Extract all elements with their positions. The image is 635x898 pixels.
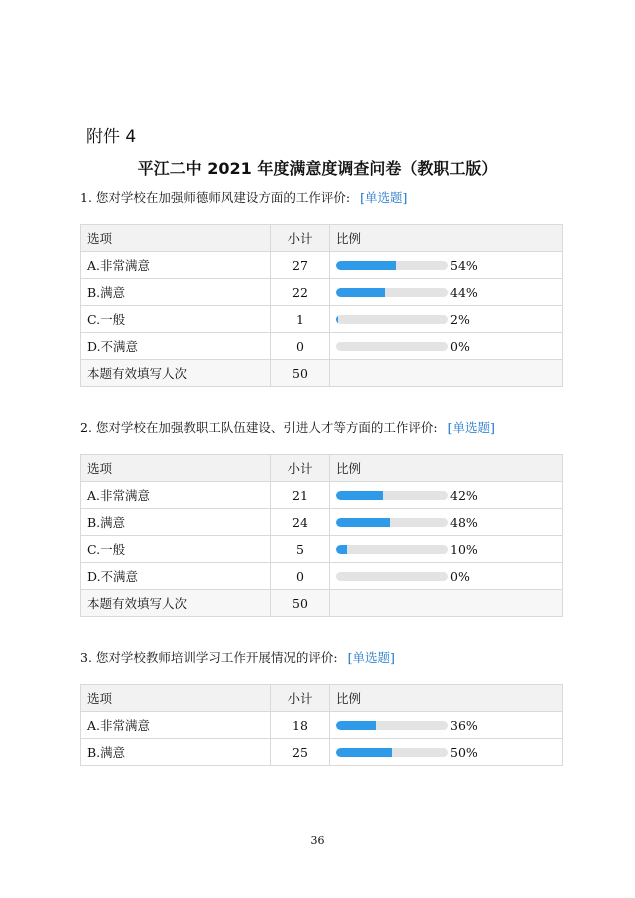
question-type-tag: [单选题]: [347, 650, 395, 665]
table-row: [81, 509, 563, 536]
total-row: [81, 360, 563, 387]
question-text: [80, 648, 580, 668]
ratio-bar-fill: [336, 261, 396, 270]
ratio-percent: 2%: [450, 311, 470, 327]
option-count: 24: [271, 509, 330, 536]
question-text: [80, 188, 580, 208]
total-empty-cell: [330, 360, 563, 387]
option-label: D.不满意: [81, 333, 271, 360]
table-row: [81, 279, 563, 306]
result-table: [80, 684, 563, 766]
question-label: 1. 您对学校在加强师德师风建设方面的工作评价:: [80, 190, 351, 205]
ratio-percent: 44%: [450, 284, 478, 300]
option-count: 27: [271, 252, 330, 279]
ratio-percent: 0%: [450, 568, 470, 584]
ratio-bar: [336, 491, 448, 500]
ratio-bar: [336, 288, 448, 297]
column-header-count: 小计: [271, 455, 330, 482]
ratio-bar-fill: [336, 315, 338, 324]
total-count: 50: [271, 590, 330, 617]
option-label: D.不满意: [81, 563, 271, 590]
ratio-bar-fill: [336, 545, 347, 554]
ratio-bar: [336, 545, 448, 554]
document-title: 平江二中 2021 年度满意度调查问卷（教职工版）: [137, 159, 498, 178]
question-type-tag: [单选题]: [447, 420, 495, 435]
option-label: B.满意: [81, 509, 271, 536]
ratio-bar-fill: [336, 748, 392, 757]
option-label: A.非常满意: [81, 252, 271, 279]
ratio-cell: [330, 306, 563, 333]
total-label: 本题有效填写人次: [81, 360, 271, 387]
total-row: [81, 590, 563, 617]
question-label: 2. 您对学校在加强教职工队伍建设、引进人才等方面的工作评价:: [80, 420, 438, 435]
ratio-bar-fill: [336, 721, 376, 730]
table-row: [81, 306, 563, 333]
option-count: 25: [271, 739, 330, 766]
question-type-tag: [单选题]: [360, 190, 408, 205]
option-count: 0: [271, 333, 330, 360]
column-header-ratio: 比例: [330, 455, 563, 482]
option-label: A.非常满意: [81, 712, 271, 739]
question-text: [80, 418, 580, 438]
page-number: 36: [310, 834, 325, 847]
column-header-option: 选项: [81, 225, 271, 252]
option-count: 18: [271, 712, 330, 739]
column-header-count: 小计: [271, 225, 330, 252]
ratio-bar: [336, 315, 448, 324]
result-table: [80, 454, 563, 617]
table-row: [81, 563, 563, 590]
table-row: [81, 712, 563, 739]
ratio-bar-fill: [336, 491, 383, 500]
ratio-percent: 10%: [450, 541, 478, 557]
table-row: [81, 482, 563, 509]
question-1: [80, 188, 580, 381]
option-label: A.非常满意: [81, 482, 271, 509]
table-header: [81, 455, 563, 482]
column-header-ratio: 比例: [330, 225, 563, 252]
question-3: [80, 648, 580, 760]
result-table: [80, 224, 563, 387]
ratio-cell: [330, 563, 563, 590]
column-header-ratio: 比例: [330, 685, 563, 712]
table-row: [81, 252, 563, 279]
table-row: [81, 536, 563, 563]
ratio-bar: [336, 748, 448, 757]
total-count: 50: [271, 360, 330, 387]
option-count: 22: [271, 279, 330, 306]
column-header-option: 选项: [81, 685, 271, 712]
option-label: B.满意: [81, 739, 271, 766]
table-header: [81, 685, 563, 712]
option-label: B.满意: [81, 279, 271, 306]
ratio-percent: 48%: [450, 514, 478, 530]
option-count: 5: [271, 536, 330, 563]
ratio-bar: [336, 518, 448, 527]
ratio-cell: [330, 536, 563, 563]
option-count: 21: [271, 482, 330, 509]
column-header-option: 选项: [81, 455, 271, 482]
table-row: [81, 333, 563, 360]
ratio-cell: [330, 333, 563, 360]
total-label: 本题有效填写人次: [81, 590, 271, 617]
ratio-bar-fill: [336, 288, 385, 297]
ratio-cell: [330, 252, 563, 279]
ratio-bar: [336, 342, 448, 351]
ratio-cell: [330, 279, 563, 306]
ratio-bar: [336, 572, 448, 581]
ratio-cell: [330, 739, 563, 766]
option-count: 1: [271, 306, 330, 333]
column-header-count: 小计: [271, 685, 330, 712]
question-2: [80, 418, 580, 611]
ratio-percent: 50%: [450, 744, 478, 760]
ratio-bar-fill: [336, 518, 390, 527]
total-empty-cell: [330, 590, 563, 617]
table-header: [81, 225, 563, 252]
ratio-cell: [330, 482, 563, 509]
ratio-cell: [330, 509, 563, 536]
ratio-percent: 0%: [450, 338, 470, 354]
ratio-percent: 54%: [450, 257, 478, 273]
table-row: [81, 739, 563, 766]
ratio-bar: [336, 261, 448, 270]
option-label: C.一般: [81, 306, 271, 333]
attachment-label: 附件 4: [86, 127, 137, 147]
ratio-percent: 36%: [450, 717, 478, 733]
ratio-percent: 42%: [450, 487, 478, 503]
option-label: C.一般: [81, 536, 271, 563]
option-count: 0: [271, 563, 330, 590]
question-label: 3. 您对学校教师培训学习工作开展情况的评价:: [80, 650, 338, 665]
ratio-bar: [336, 721, 448, 730]
ratio-cell: [330, 712, 563, 739]
